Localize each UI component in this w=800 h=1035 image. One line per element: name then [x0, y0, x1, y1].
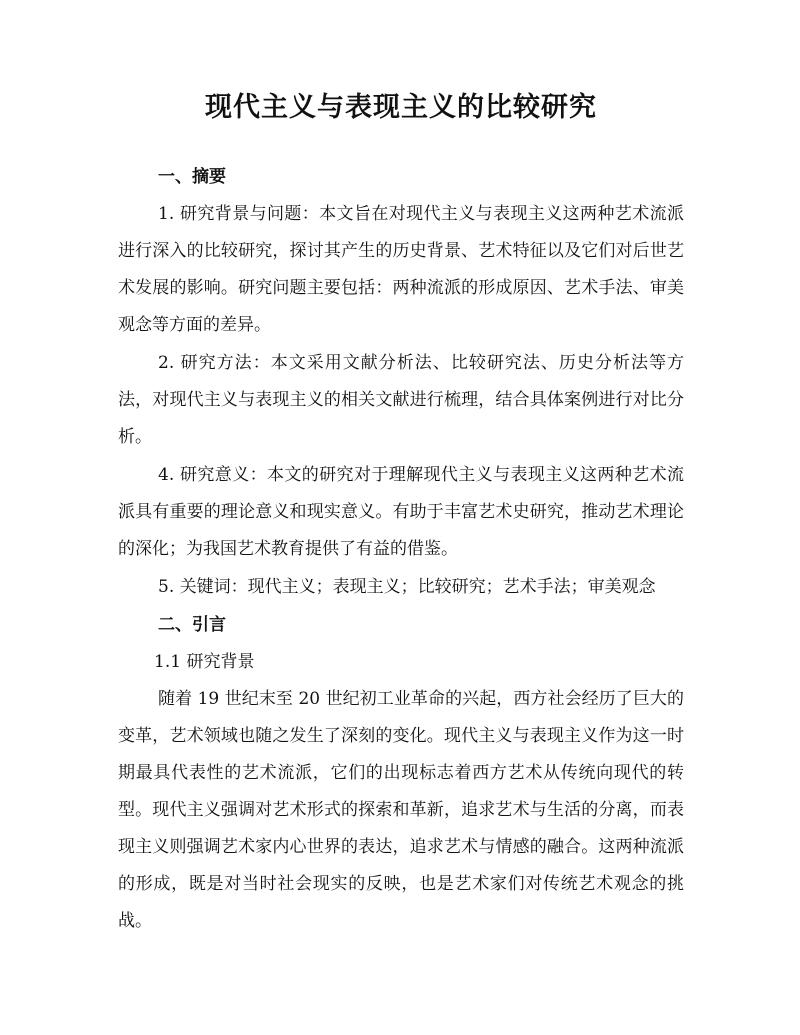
abstract-paragraph-significance: 4. 研究意义：本文的研究对于理解现代主义与表现主义这两种艺术流派具有重要的理论意义和现实意义。有助于丰富艺术史研究，推动艺术理论的深化；为我国艺术教育提供了有益的借鉴。: [118, 465, 684, 559]
subsection-heading-background: 1.1 研究背景: [154, 652, 255, 672]
document-title: 现代主义与表现主义的比较研究: [205, 92, 597, 123]
section-heading-abstract: 一、摘要: [158, 167, 226, 187]
abstract-paragraph-keywords: 5. 关键词：现代主义；表现主义；比较研究；艺术手法；审美观念: [158, 577, 656, 597]
abstract-paragraph-method: 2. 研究方法：本文采用文献分析法、比较研究法、历史分析法等方法，对现代主义与表现主义的相关文献进行梳理，结合具体案例进行对比分析。: [118, 353, 684, 447]
document-page: [118, 88, 684, 940]
abstract-paragraph-background: 1. 研究背景与问题：本文旨在对现代主义与表现主义这两种艺术流派进行深入的比较研究，探讨其产生的历史背景、艺术特征以及它们对后世艺术发展的影响。研究问题主要包括：两种流派的形成原因、艺术手法、审美观念等方面的差异。: [118, 204, 684, 335]
introduction-paragraph: 随着 19 世纪末至 20 世纪初工业革命的兴起，西方社会经历了巨大的变革，艺术领域也随之发生了深刻的变化。现代主义与表现主义作为这一时期最具代表性的艺术流派，它们的出现标志着西方艺术从传统向现代的转型。现代主义强调对艺术形式的探索和革新，追求艺术与生活的分离，而表现主义则强调艺术家内心世界的表达，追求艺术与情感的融合。这两种流派的形成，既是对当时社会现实的反映，也是艺术家们对传统艺术观念的挑战。: [118, 689, 684, 931]
section-heading-introduction: 二、引言: [158, 615, 226, 635]
